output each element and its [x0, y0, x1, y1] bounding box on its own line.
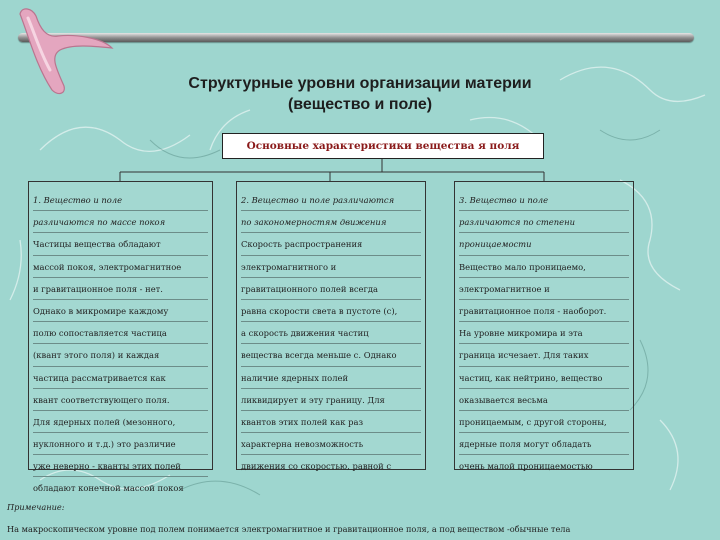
column-text-line: частиц, как нейтрино, вещество [459, 367, 629, 389]
column-text-line: гравитационного полей всегда [241, 278, 421, 300]
column-text-line: равна скорости света в пустоте (с), [241, 300, 421, 322]
column-text-line: оказывается весьма [459, 389, 629, 411]
column-text-line: различаются по массе покоя [33, 211, 208, 233]
slide-title-line-2: (вещество и поле) [287, 96, 433, 113]
column-text-line: ядерные поля могут обладать [459, 433, 629, 455]
column-text-line: На уровне микромира и эта [459, 322, 629, 344]
column-text-line: нуклонного и т.д.) это различие [33, 433, 208, 455]
column-text-line: квантов этих полей как раз [241, 411, 421, 433]
column-text-line: Для ядерных полей (мезонного, [33, 411, 208, 433]
column-text-line: ликвидирует и эту границу. Для [241, 389, 421, 411]
column-text-line: квант соответствующего поля. [33, 389, 208, 411]
column-text-line: гравитационное поля - наоборот. [459, 300, 629, 322]
characteristics-header-box: Основные характеристики вещества я поля [222, 133, 544, 159]
note-label: Примечание: [7, 502, 65, 512]
column-text-line: уже неверно - кванты этих полей [33, 455, 208, 477]
column-text-line: электромагнитного и [241, 256, 421, 278]
column-text-line: 3. Вещество и поле [459, 189, 629, 211]
column-text-line: очень малой проницаемостью [459, 461, 593, 472]
note-text: На макроскопическом уровне под полем понимается электромагнитное и гравитационное поля, а под веществом -обычные тела [7, 524, 571, 534]
column-mass-difference [28, 181, 213, 494]
column-permeability-difference [454, 181, 634, 470]
column-text-line: и гравитационное поля - нет. [33, 278, 208, 300]
column-text-line: 2. Вещество и поле различаются [241, 189, 421, 211]
column-motion-difference [236, 181, 426, 470]
column-text-line: а скорость движения частиц [241, 322, 421, 344]
top-divider-bar [18, 33, 694, 42]
boomerang-logo [6, 4, 116, 96]
column-text-line: 1. Вещество и поле [33, 189, 208, 211]
column-text-line: наличие ядерных полей [241, 367, 421, 389]
column-text-line: Вещество мало проницаемо, [459, 256, 629, 278]
column-text-line: массой покоя, электромагнитное [33, 256, 208, 278]
column-text-line: характерна невозможность [241, 433, 421, 455]
column-text-line: граница исчезает. Для таких [459, 344, 629, 366]
column-text-line: по закономерностям движения [241, 211, 421, 233]
column-text-line: полю сопоставляется частица [33, 322, 208, 344]
column-text-line: электромагнитное и [459, 278, 629, 300]
column-text-line: проницаемости [459, 233, 629, 255]
column-text-line: проницаемым, с другой стороны, [459, 411, 629, 433]
column-text-line: частица рассматривается как [33, 367, 208, 389]
column-text-line: (квант этого поля) и каждая [33, 344, 208, 366]
column-text-line: вещества всегда меньше с. Однако [241, 344, 421, 366]
column-text-line: Скорость распространения [241, 233, 421, 255]
column-text-line: Частицы вещества обладают [33, 233, 208, 255]
slide-title-line-1: Структурные уровни организации материи [188, 75, 532, 92]
column-text-line: обладают конечной массой покоя [33, 483, 184, 494]
column-text-line: движения со скоростью, равной с [241, 461, 392, 472]
column-text-line: Однако в микромире каждому [33, 300, 208, 322]
column-text-line: различаются по степени [459, 211, 629, 233]
